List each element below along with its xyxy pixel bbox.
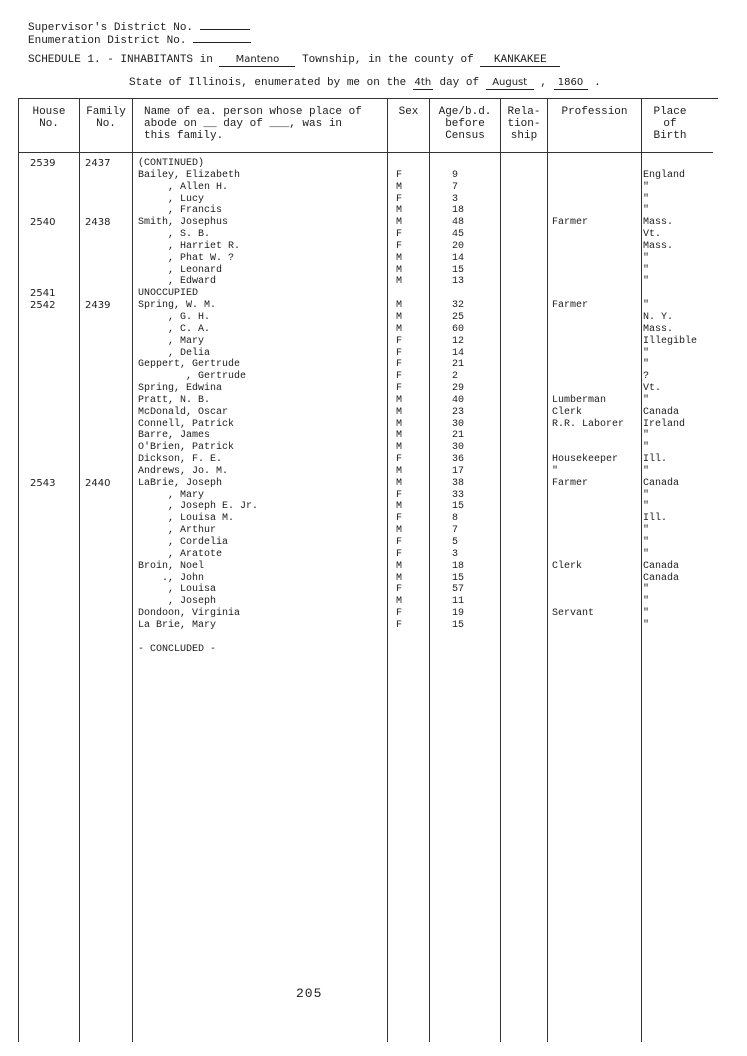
person-name-cell: , Cordelia — [138, 537, 229, 548]
person-name-cell: , Delia — [138, 347, 211, 359]
age-cell: 19 — [452, 608, 465, 620]
birthplace-cell: " — [643, 525, 650, 537]
comma-separator: , — [540, 77, 547, 89]
person-name-cell: UNOCCUPIED — [138, 288, 199, 300]
page-number: 205 — [296, 986, 323, 1001]
person-name-cell: , Aratote — [138, 548, 223, 560]
table-row — [0, 466, 747, 478]
township-field: Manteno — [219, 54, 295, 67]
sex-cell: M — [396, 560, 403, 572]
table-row — [0, 371, 747, 383]
table-row — [0, 241, 747, 253]
person-name-cell: - CONCLUDED - — [138, 643, 217, 655]
sex-cell: F — [396, 371, 403, 383]
birthplace-cell: Mass. — [643, 217, 674, 229]
house-number-cell: 2540 — [30, 217, 56, 229]
sex-cell: F — [396, 347, 403, 359]
person-name-cell: , Harriet R. — [138, 240, 241, 252]
table-row — [0, 584, 747, 596]
age-cell: 15 — [452, 264, 465, 276]
profession-cell: Farmer — [552, 217, 589, 229]
age-cell: 14 — [452, 347, 465, 359]
table-row — [0, 407, 747, 419]
column-header-age: Age/b.d. before Census — [438, 106, 492, 142]
house-number-cell: 2542 — [30, 300, 56, 312]
county-field: KANKAKEE — [480, 54, 560, 67]
day-suffix: day of — [439, 77, 480, 89]
sex-cell: M — [396, 418, 403, 430]
person-name-cell: Spring, Edwina — [138, 383, 223, 395]
birthplace-cell: " — [643, 489, 650, 501]
column-header-family: Family No. — [86, 106, 126, 130]
person-name-cell: , Francis — [138, 205, 223, 217]
table-row — [0, 620, 747, 632]
person-name-cell: , Phat W. ? — [138, 252, 235, 264]
table-row — [0, 608, 747, 620]
age-cell: 38 — [452, 477, 465, 489]
person-name-cell: , G. H. — [138, 311, 211, 323]
birthplace-cell: " — [643, 193, 650, 205]
table-row — [0, 537, 747, 549]
table-row — [0, 265, 747, 277]
sex-cell: F — [396, 584, 403, 596]
sex-cell: M — [396, 300, 403, 312]
table-row — [0, 312, 747, 324]
person-name-cell: , C. A. — [138, 323, 211, 335]
table-row — [0, 348, 747, 360]
birthplace-cell: Mass. — [643, 240, 674, 252]
table-row — [0, 182, 747, 194]
sex-cell: M — [396, 394, 403, 406]
person-name-cell: McDonald, Oscar — [138, 406, 229, 418]
person-name-cell: , Joseph E. Jr. — [138, 501, 259, 513]
sex-cell: F — [396, 454, 403, 466]
sex-cell: M — [396, 430, 403, 442]
person-name-cell: O'Brien, Patrick — [138, 442, 235, 454]
age-cell: 9 — [452, 169, 459, 181]
table-row — [0, 596, 747, 608]
birthplace-cell: " — [643, 347, 650, 359]
birthplace-cell: Canada — [643, 406, 680, 418]
birthplace-cell: Vt. — [643, 229, 662, 241]
column-header-profession: Profession — [561, 106, 628, 118]
age-cell: 14 — [452, 252, 465, 264]
table-row — [0, 288, 747, 300]
person-name-cell: Andrews, Jo. M. — [138, 465, 229, 477]
age-cell: 17 — [452, 465, 465, 477]
profession-cell: Servant — [552, 608, 595, 620]
age-cell: 15 — [452, 572, 465, 584]
birthplace-cell: " — [643, 181, 650, 193]
table-row — [0, 490, 747, 502]
age-cell: 23 — [452, 406, 465, 418]
table-row — [0, 513, 747, 525]
age-cell: 30 — [452, 418, 465, 430]
schedule-prefix: SCHEDULE 1. - INHABITANTS in — [28, 54, 213, 66]
person-name-cell: , Arthur — [138, 525, 217, 537]
person-name-cell: Geppert, Gertrude — [138, 359, 241, 371]
table-row — [0, 501, 747, 513]
age-cell: 11 — [452, 596, 465, 608]
table-row — [0, 478, 747, 490]
age-cell: 3 — [452, 193, 459, 205]
schedule-line — [28, 54, 560, 67]
person-name-cell: , Lucy — [138, 193, 205, 205]
enumeration-district-blank — [193, 30, 251, 43]
person-name-cell: , Leonard — [138, 264, 223, 276]
birthplace-cell: Canada — [643, 572, 680, 584]
sex-cell: M — [396, 501, 403, 513]
birthplace-cell: " — [643, 205, 650, 217]
table-row — [0, 324, 747, 336]
state-prefix: State of Illinois, enumerated by me on the — [129, 77, 407, 89]
column-header-sex: Sex — [398, 106, 419, 118]
supervisor-district-blank — [200, 17, 250, 30]
person-name-cell: , Gertrude — [138, 371, 247, 383]
age-cell: 7 — [452, 525, 459, 537]
age-cell: 15 — [452, 619, 465, 631]
birthplace-cell: " — [643, 548, 650, 560]
profession-cell: Housekeeper — [552, 454, 619, 466]
birthplace-cell: N. Y. — [643, 311, 674, 323]
age-cell: 21 — [452, 359, 465, 371]
age-cell: 21 — [452, 430, 465, 442]
profession-cell: Clerk — [552, 560, 583, 572]
sex-cell: F — [396, 537, 403, 548]
birthplace-cell: Ireland — [643, 418, 686, 430]
sex-cell: M — [396, 442, 403, 454]
person-name-cell: , Joseph — [138, 596, 217, 608]
sex-cell: M — [396, 205, 403, 217]
birthplace-cell: Ill. — [643, 454, 668, 466]
family-number-cell: 2438 — [85, 217, 111, 229]
sex-cell: F — [396, 383, 403, 395]
age-cell: 15 — [452, 501, 465, 513]
birthplace-cell: " — [643, 608, 650, 620]
age-cell: 8 — [452, 513, 459, 525]
sex-cell: F — [396, 193, 403, 205]
person-name-cell: , Louisa — [138, 584, 217, 596]
person-name-cell: , Mary — [138, 335, 205, 347]
table-row — [0, 573, 747, 585]
table-row — [0, 549, 747, 561]
table-row — [0, 632, 747, 644]
sex-cell: F — [396, 513, 403, 525]
age-cell: 32 — [452, 300, 465, 312]
birthplace-cell: " — [643, 276, 650, 288]
table-row — [0, 229, 747, 241]
table-row — [0, 419, 747, 431]
sex-cell: M — [396, 525, 403, 537]
age-cell: 60 — [452, 323, 465, 335]
birthplace-cell: Mass. — [643, 323, 674, 335]
column-header-name: Name of ea. person whose place of abode on __ day of ___, was in this family. — [144, 106, 362, 142]
age-cell: 5 — [452, 537, 459, 548]
birthplace-cell: " — [643, 264, 650, 276]
birthplace-cell: Ill. — [643, 513, 668, 525]
sex-cell: F — [396, 229, 403, 241]
birthplace-cell: " — [643, 359, 650, 371]
age-cell: 18 — [452, 205, 465, 217]
enumeration-district-label: Enumeration District No. — [28, 35, 187, 47]
birthplace-cell: " — [643, 252, 650, 264]
birthplace-cell: Vt. — [643, 383, 662, 395]
year-field: 1860 — [554, 77, 588, 90]
person-name-cell: Broin, Noel — [138, 560, 205, 572]
family-number-cell: 2440 — [85, 477, 111, 489]
sex-cell: M — [396, 323, 403, 335]
birthplace-cell: " — [643, 442, 650, 454]
age-cell: 57 — [452, 584, 465, 596]
table-row — [0, 430, 747, 442]
birthplace-cell: " — [643, 584, 650, 596]
sex-cell: M — [396, 311, 403, 323]
age-cell: 25 — [452, 311, 465, 323]
table-row — [0, 336, 747, 348]
birthplace-cell: Canada — [643, 477, 680, 489]
table-row — [0, 454, 747, 466]
sex-cell: M — [396, 181, 403, 193]
sex-cell: F — [396, 335, 403, 347]
house-number-cell: 2539 — [30, 158, 56, 169]
age-cell: 3 — [452, 548, 459, 560]
person-name-cell: , Louisa M. — [138, 513, 235, 525]
age-cell: 7 — [452, 181, 459, 193]
house-number-cell: 2541 — [30, 288, 56, 300]
profession-cell: " — [552, 465, 559, 477]
table-row — [0, 205, 747, 217]
table-row — [0, 395, 747, 407]
sex-cell: M — [396, 264, 403, 276]
family-number-cell: 2439 — [85, 300, 111, 312]
age-cell: 18 — [452, 560, 465, 572]
person-name-cell: Dondoon, Virginia — [138, 608, 241, 620]
family-number-cell: 2437 — [85, 158, 111, 169]
sex-cell: M — [396, 252, 403, 264]
person-name-cell: , Mary — [138, 489, 205, 501]
table-row — [0, 359, 747, 371]
township-suffix: Township, in the county of — [302, 54, 474, 66]
table-row — [0, 525, 747, 537]
profession-cell: Clerk — [552, 406, 583, 418]
table-row — [0, 158, 747, 170]
table-row — [0, 170, 747, 182]
age-cell: 45 — [452, 229, 465, 241]
sex-cell: F — [396, 608, 403, 620]
person-name-cell: Barre, James — [138, 430, 211, 442]
age-cell: 29 — [452, 383, 465, 395]
birthplace-cell: " — [643, 596, 650, 608]
sex-cell: F — [396, 619, 403, 631]
person-name-cell: Smith, Josephus — [138, 217, 229, 229]
age-cell: 13 — [452, 276, 465, 288]
table-row — [0, 194, 747, 206]
sex-cell: M — [396, 465, 403, 477]
sex-cell: F — [396, 240, 403, 252]
person-name-cell: LaBrie, Joseph — [138, 477, 223, 489]
sex-cell: M — [396, 572, 403, 584]
table-row — [0, 276, 747, 288]
enumeration-district-line — [28, 30, 251, 47]
age-cell: 40 — [452, 394, 465, 406]
person-name-cell: , Edward — [138, 276, 217, 288]
age-cell: 20 — [452, 240, 465, 252]
profession-cell: Farmer — [552, 477, 589, 489]
age-cell: 12 — [452, 335, 465, 347]
header-bottom-rule — [18, 152, 713, 153]
table-row — [0, 217, 747, 229]
birthplace-cell: Canada — [643, 560, 680, 572]
table-top-rule — [18, 98, 718, 99]
age-cell: 36 — [452, 454, 465, 466]
column-header-birth: Place of Birth — [653, 106, 687, 142]
table-row — [0, 253, 747, 265]
column-header-house: House No. — [32, 106, 66, 130]
profession-cell: Lumberman — [552, 394, 607, 406]
person-name-cell: Dickson, F. E. — [138, 454, 223, 466]
birthplace-cell: " — [643, 465, 650, 477]
age-cell: 2 — [452, 371, 459, 383]
sex-cell: M — [396, 596, 403, 608]
profession-cell: Farmer — [552, 300, 589, 312]
profession-cell: R.R. Laborer — [552, 418, 625, 430]
sex-cell: M — [396, 217, 403, 229]
table-row — [0, 442, 747, 454]
sex-cell: F — [396, 548, 403, 560]
person-name-cell: , S. B. — [138, 229, 211, 241]
sex-cell: M — [396, 276, 403, 288]
census-rows — [0, 158, 747, 655]
sex-cell: M — [396, 406, 403, 418]
person-name-cell: Bailey, Elizabeth — [138, 169, 241, 181]
person-name-cell: ., John — [138, 572, 205, 584]
supervisor-district-label: Supervisor's District No. — [28, 22, 194, 34]
column-header-relationship: Rela- tion- ship — [507, 106, 541, 142]
table-row — [0, 644, 747, 656]
birthplace-cell: Illegible — [643, 335, 698, 347]
person-name-cell: Pratt, N. B. — [138, 394, 211, 406]
table-row — [0, 561, 747, 573]
birthplace-cell: " — [643, 430, 650, 442]
person-name-cell: Connell, Patrick — [138, 418, 235, 430]
day-field: 4th — [414, 77, 432, 88]
age-cell: 33 — [452, 489, 465, 501]
sex-cell: F — [396, 359, 403, 371]
table-row — [0, 300, 747, 312]
birthplace-cell: England — [643, 169, 686, 181]
sex-cell: F — [396, 169, 403, 181]
birthplace-cell: " — [643, 537, 650, 548]
person-name-cell: (CONTINUED) — [138, 158, 205, 169]
sex-cell: M — [396, 477, 403, 489]
month-field: August — [486, 77, 534, 90]
birthplace-cell: " — [643, 300, 650, 312]
birthplace-cell: " — [643, 501, 650, 513]
state-line — [129, 77, 601, 90]
person-name-cell: La Brie, Mary — [138, 619, 217, 631]
sex-cell: F — [396, 489, 403, 501]
birthplace-cell: ? — [643, 371, 650, 383]
house-number-cell: 2543 — [30, 477, 56, 489]
age-cell: 30 — [452, 442, 465, 454]
table-row — [0, 383, 747, 395]
person-name-cell: Spring, W. M. — [138, 300, 217, 312]
period-mark: . — [594, 77, 601, 89]
birthplace-cell: " — [643, 394, 650, 406]
birthplace-cell: " — [643, 619, 650, 631]
age-cell: 48 — [452, 217, 465, 229]
person-name-cell: , Allen H. — [138, 181, 229, 193]
